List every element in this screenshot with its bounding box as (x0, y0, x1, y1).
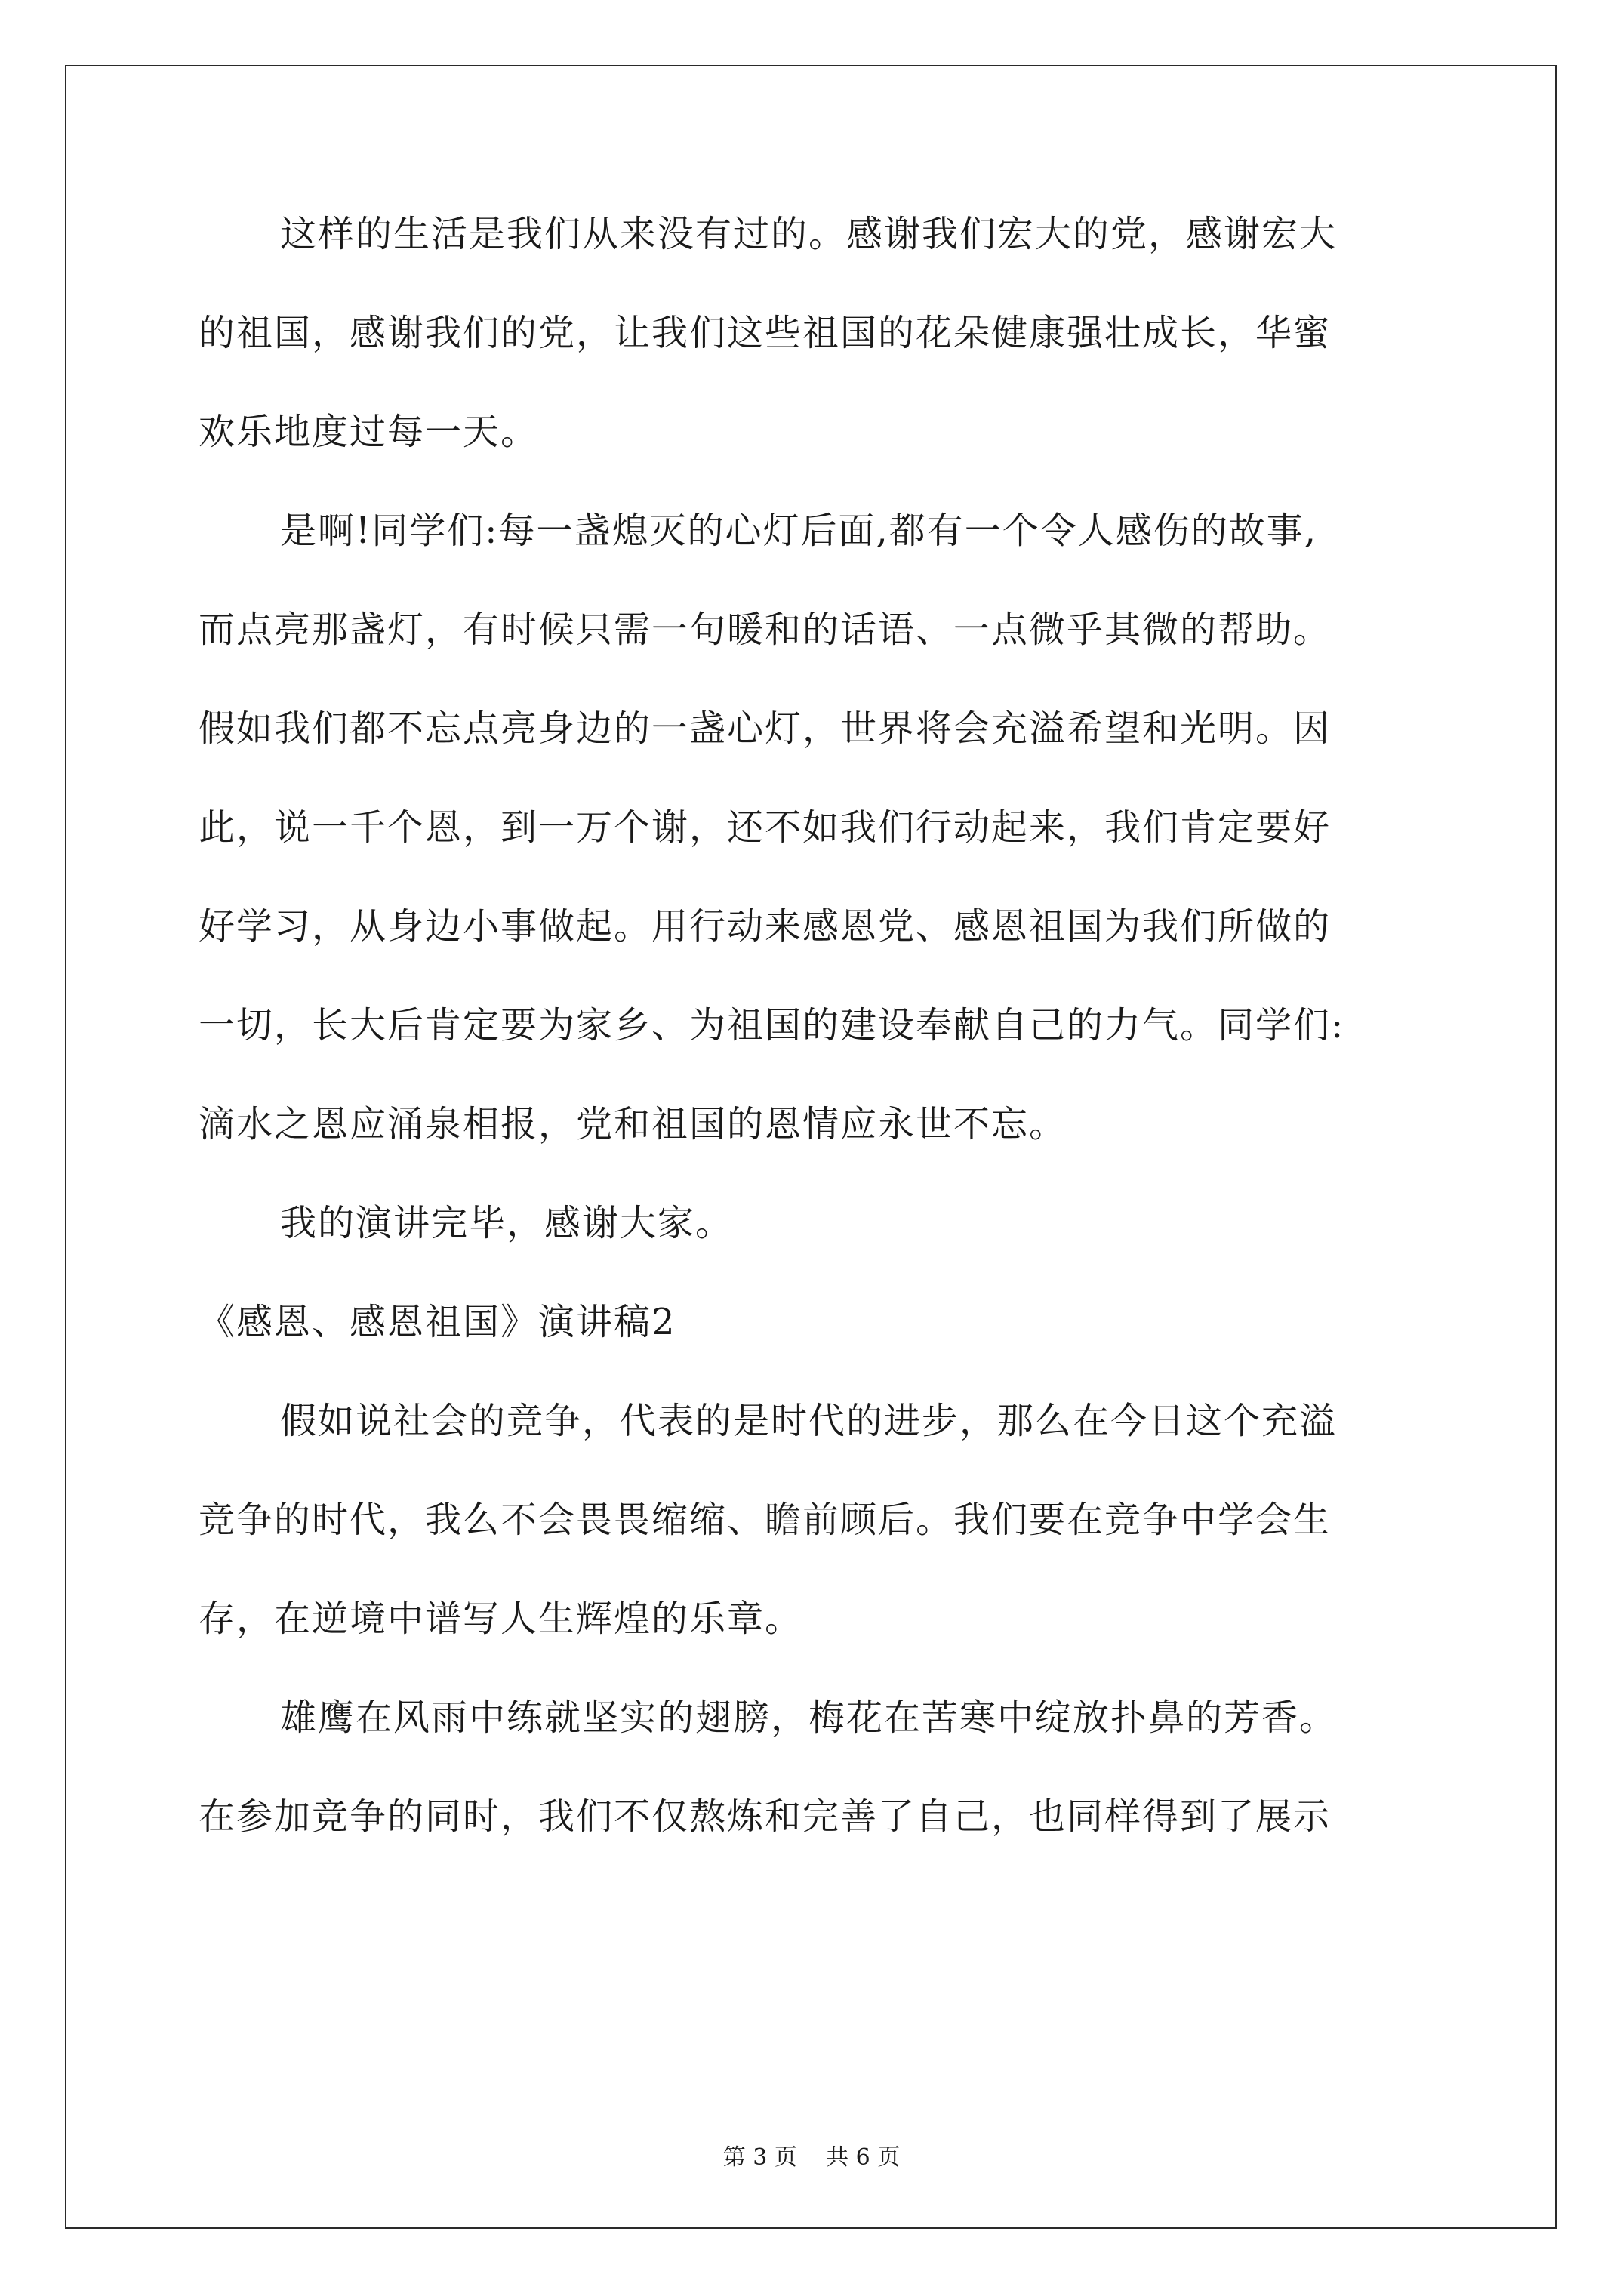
text-line: 而点亮那盏灯，有时候只需一句暖和的话语、一点微乎其微的帮助。 (199, 609, 1332, 651)
text-line: 在参加竞争的同时，我们不仅熬炼和完善了自己，也同样得到了展示 (199, 1795, 1332, 1838)
text-line: 是啊!同学们:每一盏熄灭的心灯后面,都有一个令人感伤的故事, (280, 510, 1317, 552)
text-line: 我的演讲完毕，感谢大家。 (280, 1202, 734, 1244)
text-line: 假如我们都不忘点亮身边的一盏心灯，世界将会充溢希望和光明。因 (199, 707, 1332, 750)
text-line: 滴水之恩应涌泉相报，党和祖国的恩情应永世不忘。 (199, 1103, 1067, 1145)
text-line: 好学习，从身边小事做起。用行动来感恩党、感恩祖国为我们所做的 (199, 905, 1332, 948)
text-line: 竞争的时代，我么不会畏畏缩缩、瞻前顾后。我们要在竞争中学会生 (199, 1499, 1332, 1541)
text-line: 雄鹰在风雨中练就坚实的翅膀，梅花在苦寒中绽放扑鼻的芳香。 (280, 1697, 1338, 1739)
text-line: 的祖国，感谢我们的党，让我们这些祖国的花朵健康强壮成长，华蜜 (199, 312, 1332, 354)
text-line: 此，说一千个恩，到一万个谢，还不如我们行动起来，我们肯定要好 (199, 806, 1332, 849)
text-line: 欢乐地度过每一天。 (199, 411, 539, 453)
text-line: 这样的生活是我们从来没有过的。感谢我们宏大的党，感谢宏大 (280, 213, 1338, 255)
text-line: 假如说社会的竞争，代表的是时代的进步，那么在今日这个充溢 (280, 1400, 1338, 1442)
text-line: 存，在逆境中谱写人生辉煌的乐章。 (199, 1598, 803, 1640)
page-number-footer (0, 2143, 1623, 2173)
document-body (199, 211, 1437, 1893)
page-number-label: 第 3 页 共 6 页 (722, 2144, 901, 2171)
text-line: 一切，长大后肯定要为家乡、为祖国的建设奉献自己的力气。同学们: (199, 1004, 1345, 1046)
section-heading: 《感恩、感恩祖国》演讲稿2 (199, 1301, 676, 1343)
